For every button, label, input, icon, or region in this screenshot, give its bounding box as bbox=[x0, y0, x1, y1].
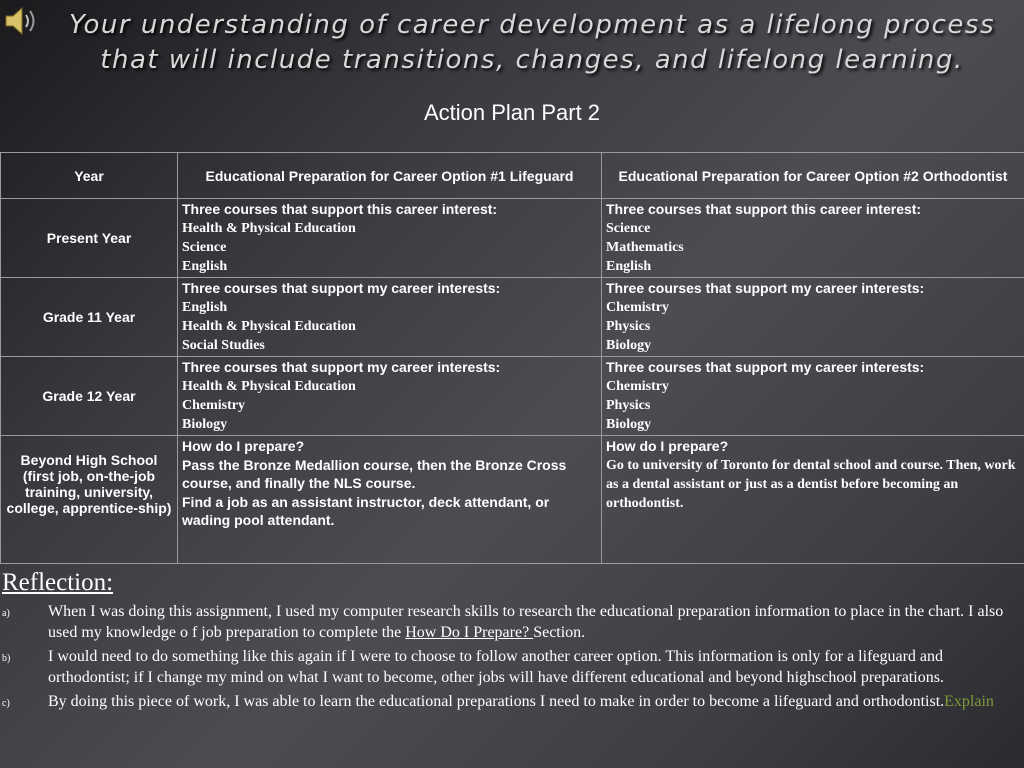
course-item: Health & Physical Education bbox=[182, 221, 356, 236]
list-item bbox=[2, 602, 1022, 643]
course-item: Biology bbox=[606, 417, 652, 432]
prepare-label: How do I prepare? bbox=[606, 438, 729, 454]
reflection-text: When I was doing this assignment, I used my computer research skills to research the educational preparation information to place in the chart. I also used my knowledge o f job preparation to complete the bbox=[48, 603, 1004, 641]
course-item: English bbox=[606, 259, 652, 274]
course-item: Physics bbox=[606, 319, 651, 334]
row-year: Grade 11 Year bbox=[1, 278, 178, 357]
course-item: Health & Physical Education bbox=[182, 379, 356, 394]
courses-label: Three courses that support my career interests: bbox=[182, 359, 501, 375]
list-item bbox=[2, 692, 1022, 713]
prepare-label: How do I prepare? bbox=[182, 438, 305, 454]
reflection-text: I would need to do something like this again if I were to choose to follow another career option. This information is only for a lifeguard and orthodontist; if I change my mind on what I want to become, other jobs will have different educational and beyond highschool preparations. bbox=[48, 648, 944, 686]
reflection-section bbox=[2, 568, 1022, 717]
option-2-cell bbox=[602, 436, 1024, 564]
option-1-cell bbox=[178, 436, 602, 564]
course-item: Chemistry bbox=[606, 379, 669, 394]
course-item: Biology bbox=[182, 417, 228, 432]
list-marker: b) bbox=[2, 653, 11, 664]
slide-title: Your understanding of career development as a lifelong process that will include transitions, changes, and lifelong learning. bbox=[68, 10, 995, 75]
courses-label: Three courses that support my career interests: bbox=[606, 280, 925, 296]
header-option-2: Educational Preparation for Career Option #2 Orthodontist bbox=[602, 153, 1024, 199]
explain-link[interactable]: Explain bbox=[944, 693, 994, 710]
course-item: Physics bbox=[606, 398, 651, 413]
underlined-text: How Do I Prepare? bbox=[405, 623, 534, 641]
table-row bbox=[1, 199, 1024, 278]
option-2-cell bbox=[602, 278, 1024, 357]
row-year: Grade 12 Year bbox=[1, 357, 178, 436]
courses-label: Three courses that support this career interest: bbox=[182, 201, 498, 217]
option-1-cell bbox=[178, 278, 602, 357]
course-item: Chemistry bbox=[182, 398, 245, 413]
header-year: Year bbox=[1, 153, 178, 199]
course-item: Science bbox=[182, 240, 227, 255]
list-marker: a) bbox=[2, 608, 10, 619]
option-1-cell bbox=[178, 199, 602, 278]
course-item: Science bbox=[606, 221, 651, 236]
course-item: Chemistry bbox=[606, 300, 669, 315]
slide-subtitle: Action Plan Part 2 bbox=[423, 100, 601, 125]
reflection-list bbox=[2, 602, 1022, 713]
list-item bbox=[2, 647, 1022, 688]
row-year: Beyond High School (first job, on-the-job training, university, college, apprentice-ship) bbox=[1, 436, 178, 564]
option-2-cell bbox=[602, 199, 1024, 278]
speaker-icon[interactable] bbox=[2, 4, 42, 38]
prepare-text: Pass the Bronze Medallion course, then the Bronze Cross course, and finally the NLS course. bbox=[182, 456, 567, 491]
courses-label: Three courses that support this career interest: bbox=[606, 201, 922, 217]
prepare-text-2: Find a job as an assistant instructor, deck attendant, or wading pool attendant. bbox=[182, 493, 550, 528]
course-item: Mathematics bbox=[606, 240, 684, 255]
table-header-row bbox=[1, 153, 1024, 199]
courses-label: Three courses that support my career interests: bbox=[606, 359, 925, 375]
table-row bbox=[1, 357, 1024, 436]
reflection-text-end: Section. bbox=[533, 623, 586, 641]
table-row bbox=[1, 436, 1024, 564]
option-2-cell bbox=[602, 357, 1024, 436]
course-item: Health & Physical Education bbox=[182, 319, 356, 334]
course-item: English bbox=[182, 259, 228, 274]
row-year: Present Year bbox=[1, 199, 178, 278]
course-item: English bbox=[182, 300, 228, 315]
action-plan-table bbox=[0, 152, 1024, 564]
reflection-text: By doing this piece of work, I was able to learn the educational preparations I need to make in order to become a lifeguard and orthodontist. bbox=[48, 693, 945, 710]
list-marker: c) bbox=[2, 698, 10, 709]
prepare-text: Go to university of Toronto for dental school and course. Then, work as a dental assistant or just as a dentist before becoming an orthodontist. bbox=[606, 457, 1016, 511]
course-item: Biology bbox=[606, 338, 652, 353]
option-1-cell bbox=[178, 357, 602, 436]
table-row bbox=[1, 278, 1024, 357]
reflection-title: Reflection: bbox=[2, 569, 114, 596]
header-option-1: Educational Preparation for Career Option #1 Lifeguard bbox=[178, 153, 602, 199]
course-item: Social Studies bbox=[182, 338, 265, 353]
courses-label: Three courses that support my career interests: bbox=[182, 280, 501, 296]
